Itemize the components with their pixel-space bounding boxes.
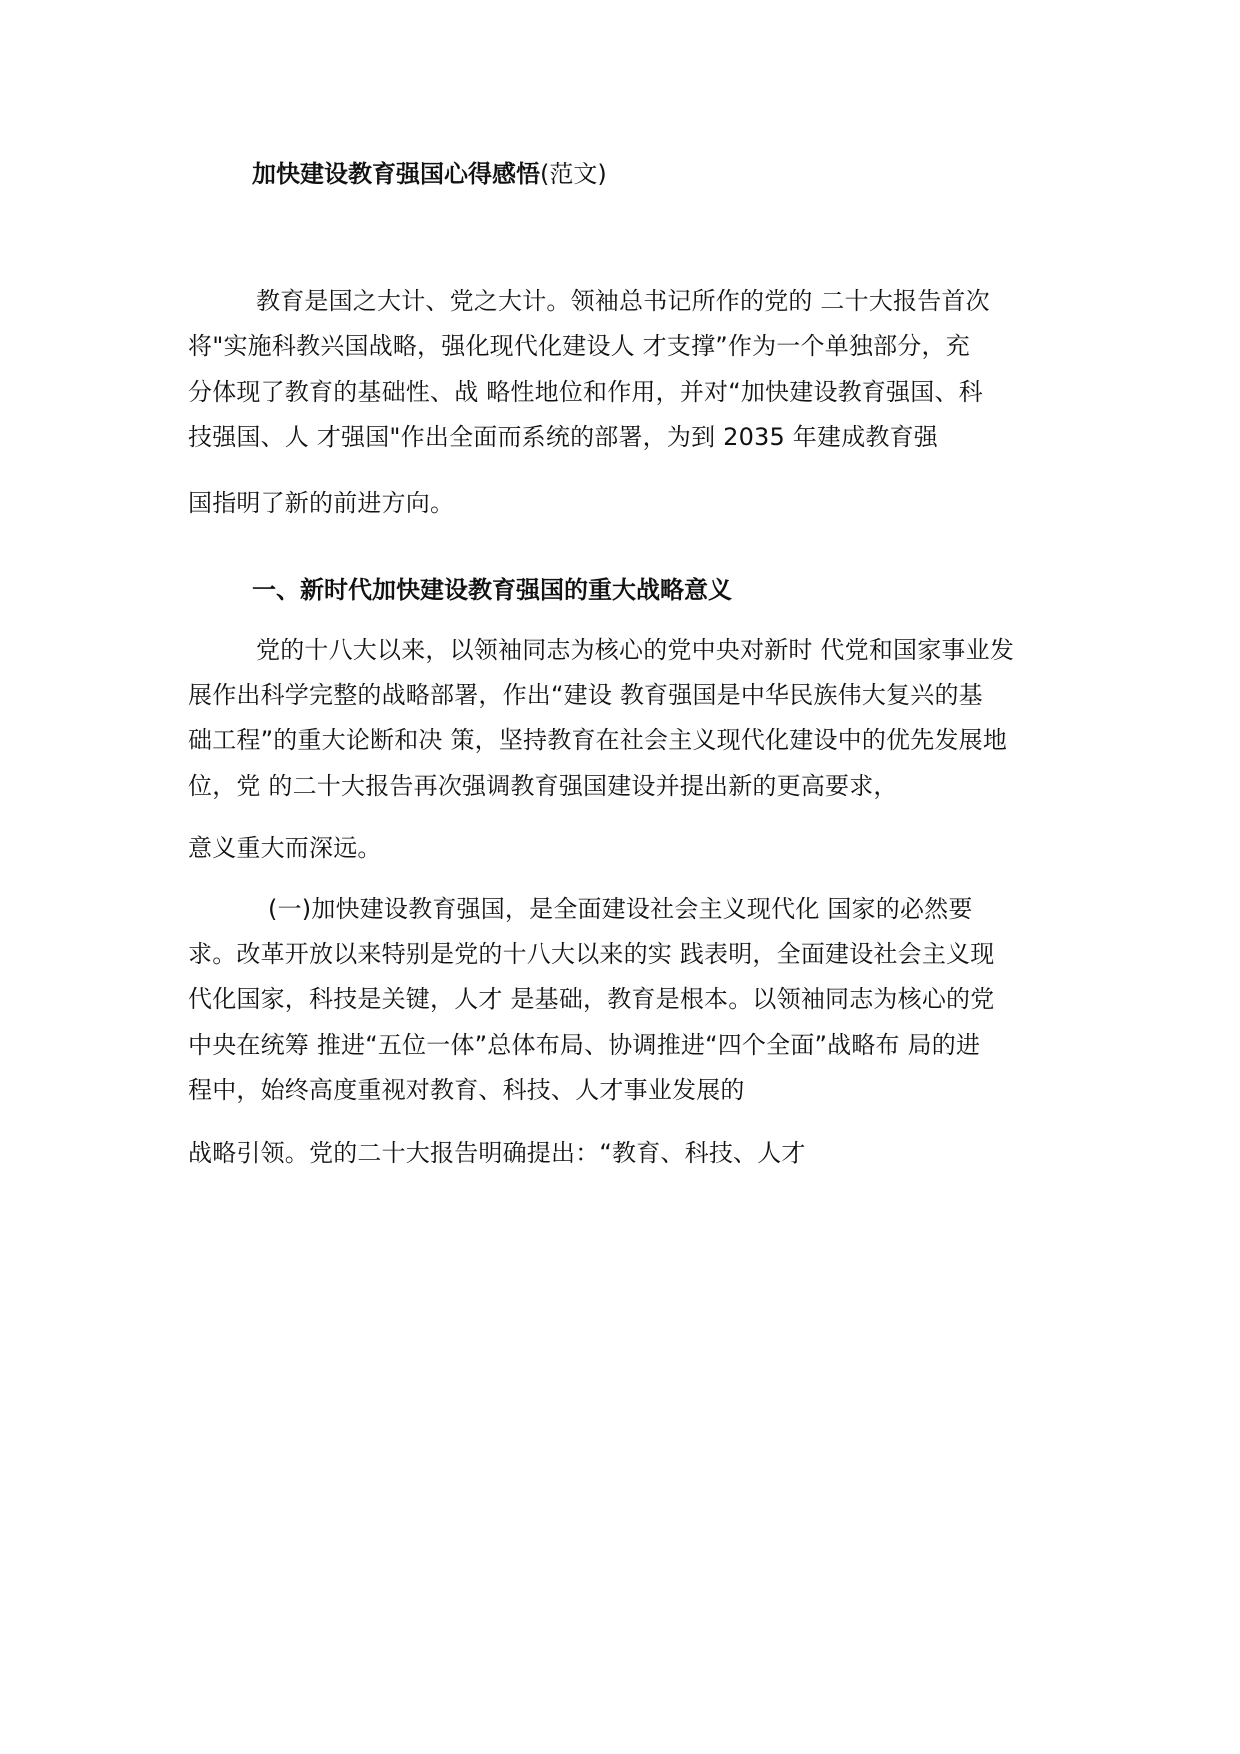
paragraph-3-line-6: 战略引领。党的二十大报告明确提出：“教育、科技、人才 xyxy=(188,1139,806,1167)
paragraph-2-line-1: 党的十八大以来，以领袖同志为核心的党中央对新时 代党和国家事业发 xyxy=(256,636,1015,664)
paragraph-1-line-3: 分体现了教育的基础性、战 略性地位和作用，并对“加快建设教育强国、科 xyxy=(188,378,983,406)
paragraph-1-line-5: 国指明了新的前进方向。 xyxy=(188,489,455,517)
paragraph-3-line-4: 中央在统筹 推进“五位一体”总体布局、协调推进“四个全面”战略布 局的进 xyxy=(188,1031,981,1059)
paragraph-2-line-4: 位，党 的二十大报告再次强调教育强国建设并提出新的更高要求， xyxy=(188,772,898,800)
paragraph-2-line-5: 意义重大而深远。 xyxy=(188,834,382,862)
paragraph-3-line-5: 程中，始终高度重视对教育、科技、人才事业发展的 xyxy=(188,1076,745,1104)
document-title xyxy=(252,158,607,190)
paragraph-2-line-3: 础工程”的重大论断和决 策，坚持教育在社会主义现代化建设中的优先发展地 xyxy=(188,726,1008,754)
section-heading-1: 一、新时代加快建设教育强国的重大战略意义 xyxy=(252,576,732,604)
paragraph-3-line-2: 求。改革开放以来特别是党的十八大以来的实 践表明，全面建设社会主义现 xyxy=(188,940,995,968)
paragraph-3-line-1: (一)加快建设教育强国，是全面建设社会主义现代化 国家的必然要 xyxy=(268,895,973,923)
paragraph-2-line-2: 展作出科学完整的战略部署，作出“建设 教育强国是中华民族伟大复兴的基 xyxy=(188,681,983,709)
title-main: 加快建设教育强国心得感悟 xyxy=(252,160,540,188)
paragraph-1-line-1: 教育是国之大计、党之大计。领袖总书记所作的党的 二十大报告首次 xyxy=(256,287,990,315)
paragraph-1-line-2: 将"实施科教兴国战略，强化现代化建设人 才支撑”作为一个单独部分，充 xyxy=(188,332,970,360)
paragraph-1-line-4: 技强国、人 才强国"作出全面而系统的部署，为到 2035 年建成教育强 xyxy=(188,423,939,451)
paragraph-3-line-3: 代化国家，科技是关键，人才 是基础，教育是根本。以领袖同志为核心的党 xyxy=(188,985,995,1013)
title-suffix: (范文) xyxy=(540,160,607,188)
